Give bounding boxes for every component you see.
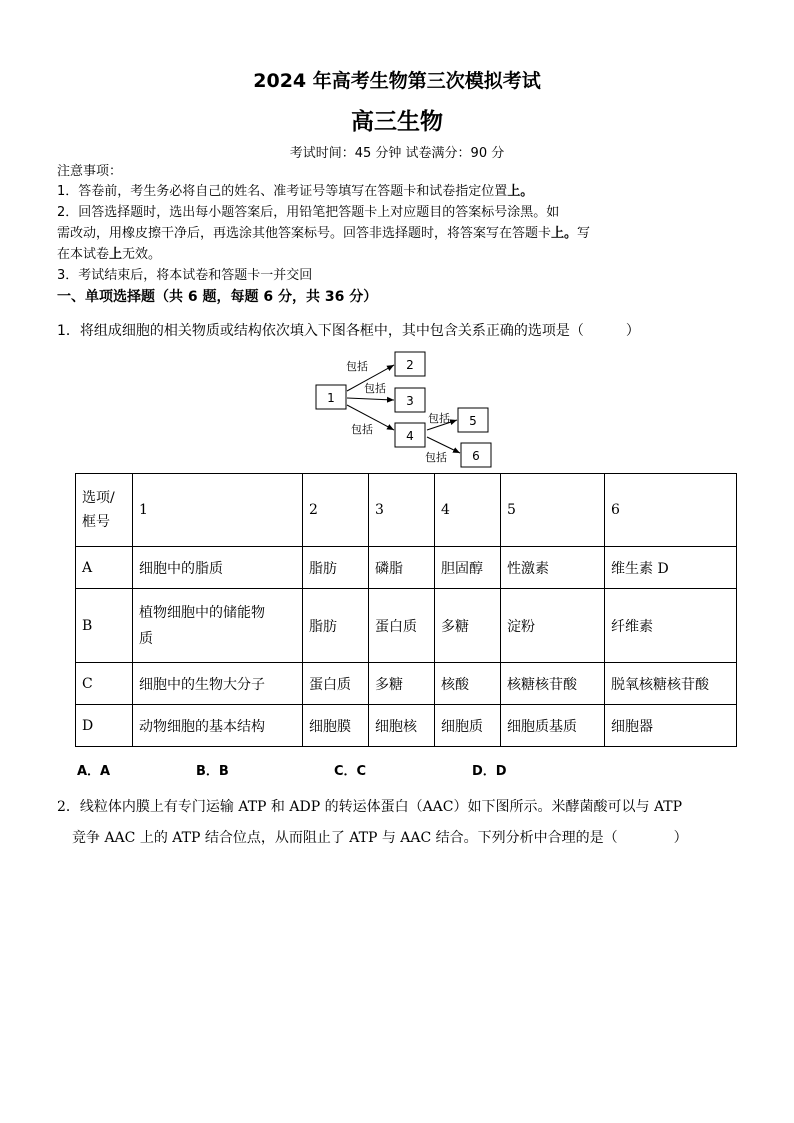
table-cell: 磷脂 — [369, 547, 435, 589]
edge-label-4-6: 包括 — [425, 451, 447, 464]
table-cell: 多糖 — [369, 663, 435, 705]
header-cell-option: 选项/ 框号 — [76, 474, 133, 547]
table-cell: 多糖 — [435, 589, 501, 663]
box-5-label: 5 — [469, 414, 477, 428]
table-row — [76, 705, 737, 747]
table-cell: 细胞中的脂质 — [133, 547, 303, 589]
question-1-text: 1．将组成细胞的相关物质或结构依次填入下图各框中，其中包含关系正确的选项是（ ） — [57, 323, 640, 339]
table-row — [76, 589, 737, 663]
table-cell: 性激素 — [501, 547, 605, 589]
note-line-1: 1．答卷前，考生务必将自己的姓名、准考证号等填写在答题卡和试卷指定位置上。 — [57, 184, 534, 199]
choice-a[interactable]: A．A — [77, 764, 111, 779]
choice-d[interactable]: D．D — [472, 764, 507, 779]
choice-b[interactable]: B．B — [196, 764, 229, 779]
table-row — [76, 547, 737, 589]
table-cell: 核酸 — [435, 663, 501, 705]
edge-label-1-3: 包括 — [364, 382, 386, 395]
table-cell: 细胞质基质 — [501, 705, 605, 747]
edge-label-4-5: 包括 — [428, 412, 450, 425]
question-2-line-1: 2．线粒体内膜上有专门运输 ATP 和 ADP 的转运体蛋白（AAC）如下图所示。米酵菌酸可以与 ATP — [57, 799, 683, 815]
box-3-label: 3 — [406, 394, 414, 408]
note-line-2: 2．回答选择题时，选出每小题答案后，用铅笔把答题卡上对应题目的答案标号涂黑。如 — [57, 205, 560, 220]
box-1-label: 1 — [327, 391, 335, 405]
table-cell: 动物细胞的基本结构 — [133, 705, 303, 747]
header-cell: 2 — [303, 474, 369, 547]
table-cell: 胆固醇 — [435, 547, 501, 589]
note-line-5: 3．考试结束后，将本试卷和答题卡一并交回 — [57, 268, 313, 283]
table-cell: 纤维素 — [605, 589, 737, 663]
table-cell: 细胞器 — [605, 705, 737, 747]
table-cell: 维生素 D — [605, 547, 737, 589]
note-line-4: 在本试卷上无效。 — [57, 247, 162, 262]
section-heading: 一、单项选择题（共 6 题，每题 6 分，共 36 分） — [57, 289, 378, 305]
choice-c[interactable]: C．C — [334, 764, 367, 779]
table-cell: 细胞中的生物大分子 — [133, 663, 303, 705]
table-cell: 脱氧核糖核苷酸 — [605, 663, 737, 705]
table-cell: 淀粉 — [501, 589, 605, 663]
table-row — [76, 663, 737, 705]
exam-title: 2024 年高考生物第三次模拟考试 — [253, 70, 541, 92]
hierarchy-diagram — [300, 345, 520, 470]
notes-heading: 注意事项： — [57, 164, 123, 179]
table-cell: 蛋白质 — [369, 589, 435, 663]
question-2-line-2: 竞争 AAC 上的 ATP 结合位点，从而阻止了 ATP 与 AAC 结合。下列分析中合理的是（ ） — [72, 830, 688, 846]
header-cell: 5 — [501, 474, 605, 547]
table-cell: A — [76, 547, 133, 589]
table-cell: D — [76, 705, 133, 747]
exam-subtitle: 高三生物 — [351, 109, 443, 135]
header-cell: 1 — [133, 474, 303, 547]
table-cell: 细胞核 — [369, 705, 435, 747]
box-6-label: 6 — [472, 449, 480, 463]
table-cell: 细胞质 — [435, 705, 501, 747]
table-cell: 细胞膜 — [303, 705, 369, 747]
table-cell: B — [76, 589, 133, 663]
table-cell: 核糖核苷酸 — [501, 663, 605, 705]
header-cell: 6 — [605, 474, 737, 547]
box-2-label: 2 — [406, 358, 414, 372]
table-cell: 植物细胞中的储能物 质 — [133, 589, 303, 663]
header-cell: 4 — [435, 474, 501, 547]
note-line-3: 需改动，用橡皮擦干净后，再选涂其他答案标号。回答非选择题时，将答案写在答题卡上。写 — [57, 226, 591, 241]
table-cell: 蛋白质 — [303, 663, 369, 705]
edge-label-1-4: 包括 — [351, 423, 373, 436]
arrow-1-3 — [347, 398, 394, 400]
header-cell: 3 — [369, 474, 435, 547]
exam-info: 考试时间：45 分钟 试卷满分：90 分 — [289, 146, 505, 161]
table-header-row — [76, 474, 737, 547]
table-cell: C — [76, 663, 133, 705]
table-cell: 脂肪 — [303, 547, 369, 589]
table-cell: 脂肪 — [303, 589, 369, 663]
options-table — [75, 473, 737, 747]
edge-label-1-2: 包括 — [346, 360, 368, 373]
box-4-label: 4 — [406, 429, 414, 443]
